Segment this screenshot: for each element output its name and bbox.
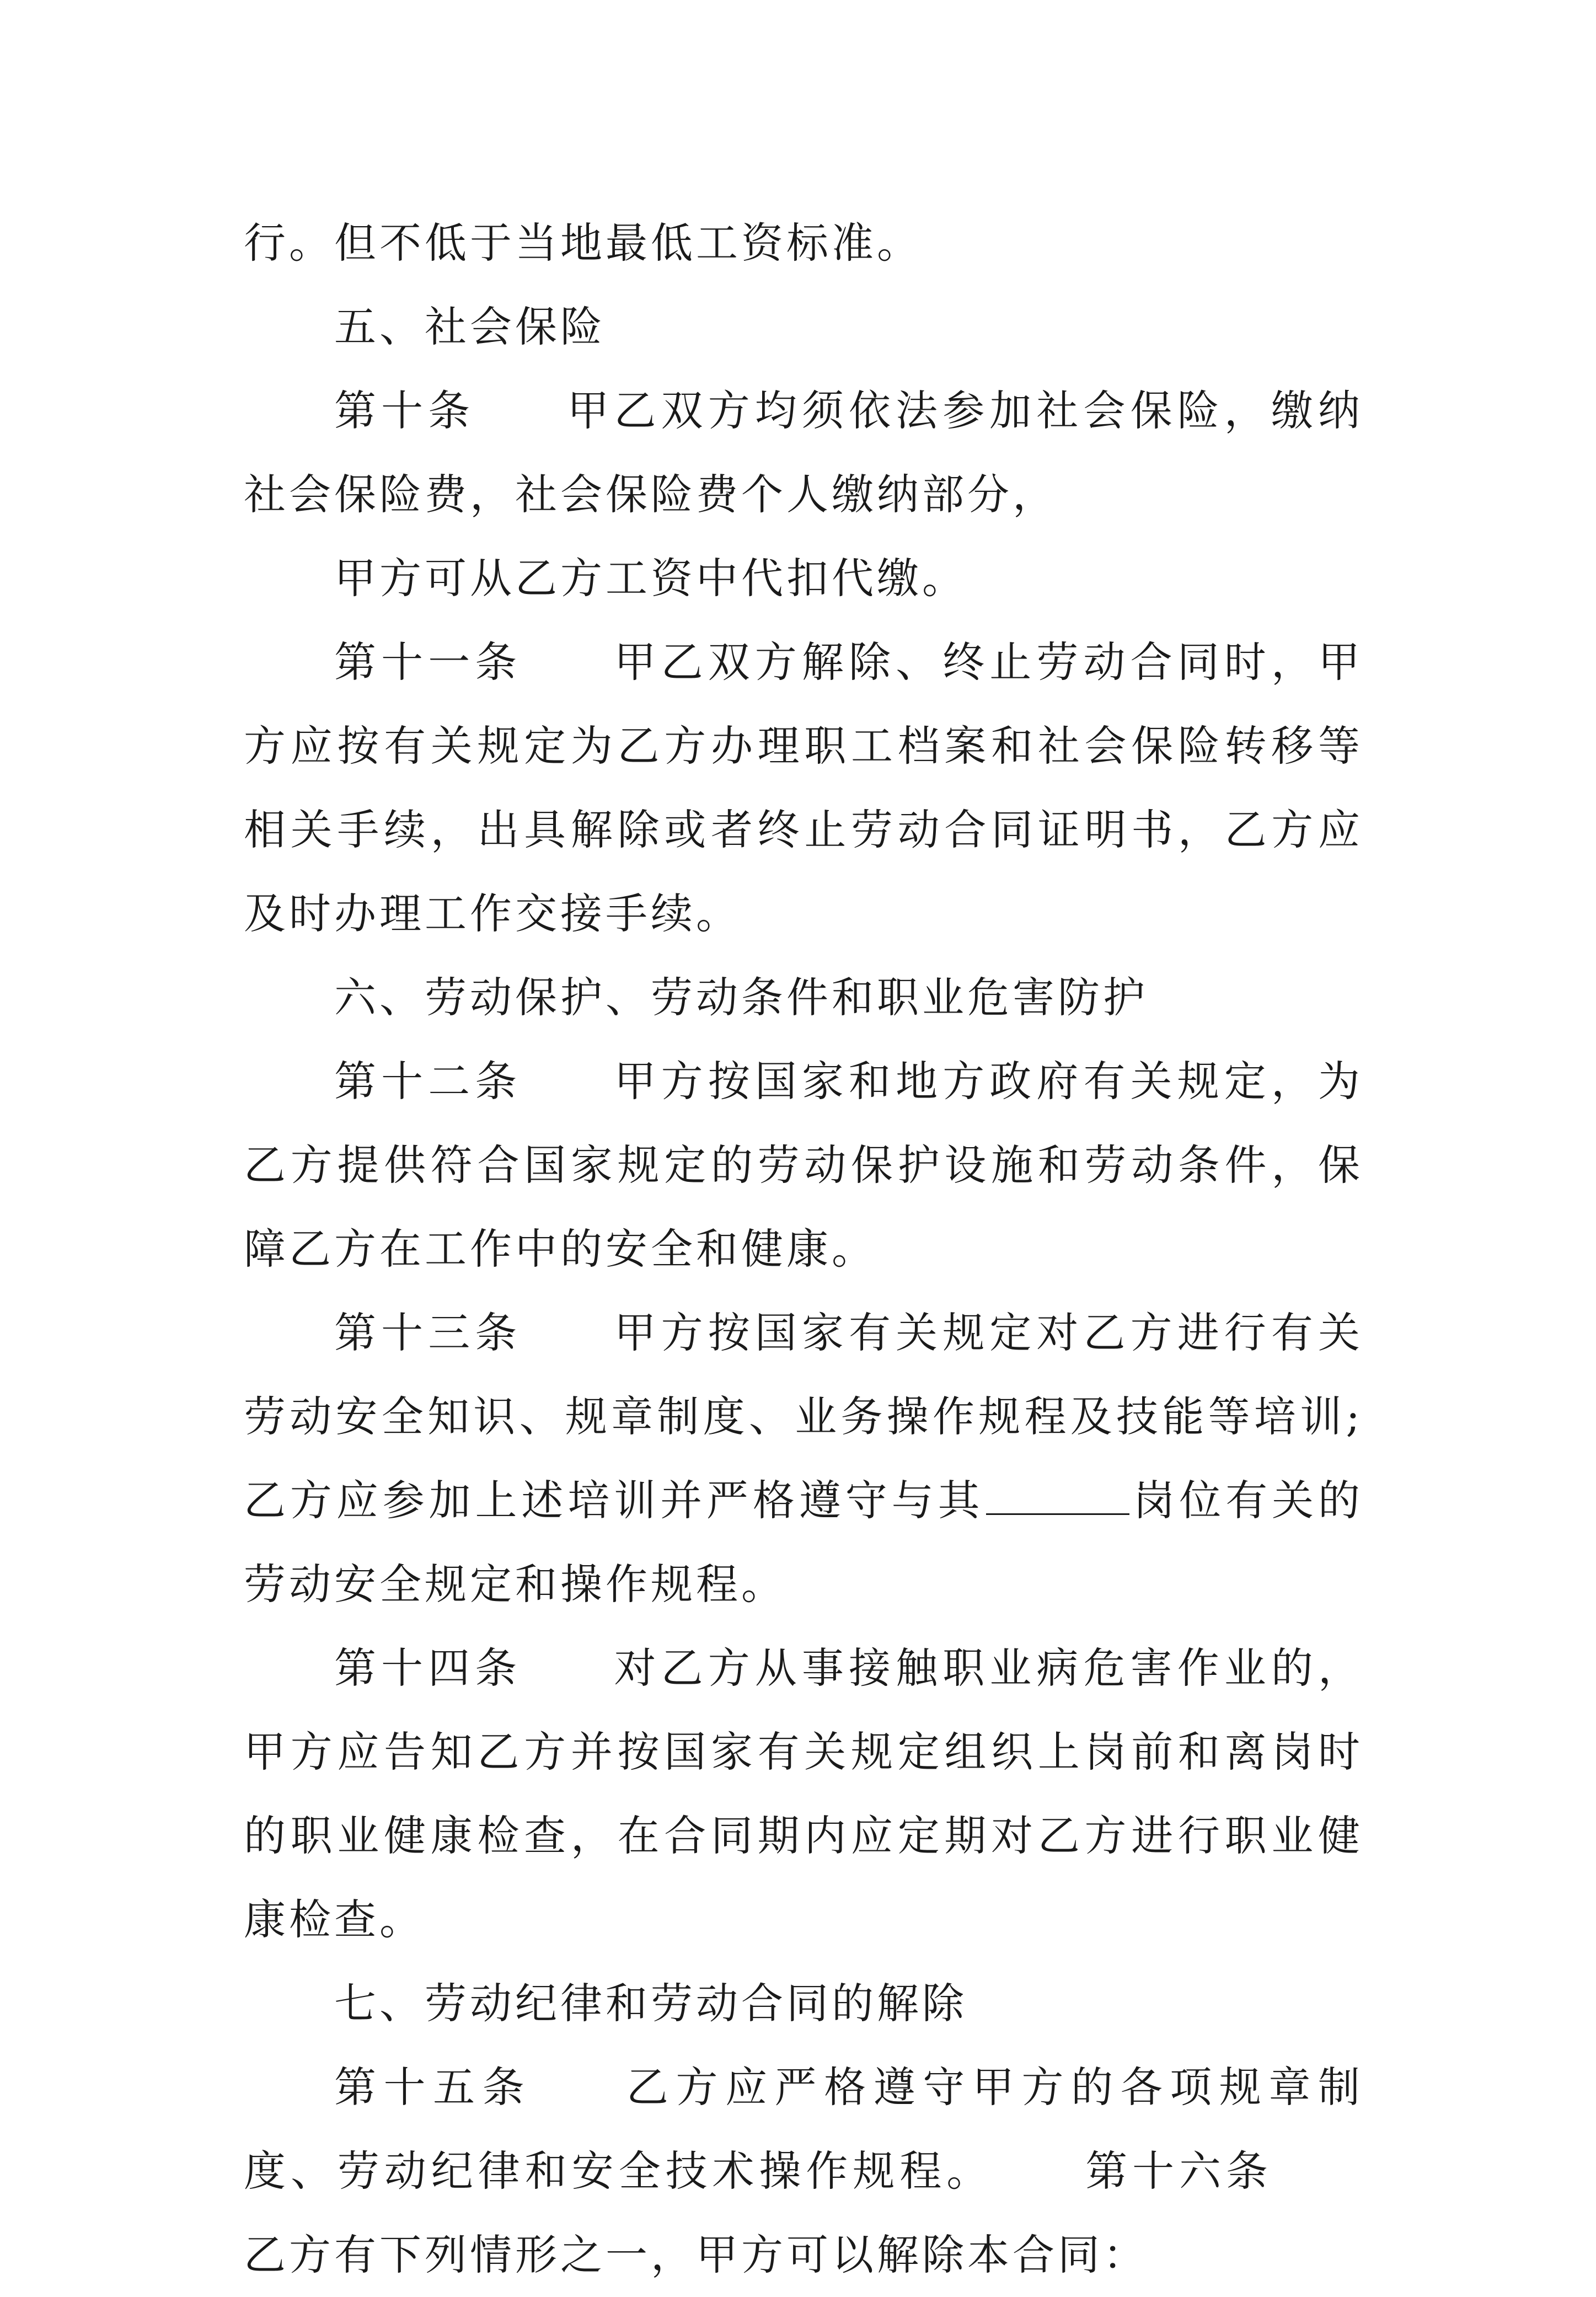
heading-text: 六、劳动保护、劳动条件和职业危害防护 (334, 973, 1148, 1022)
article-text: 对乙方从事接触职业病危害作业的，甲方应告知乙方并按国家有关规定组织上岗前和离岗时的职业健康检查，在合同期内应定期对乙方进行职业健康检查。 (244, 1643, 1364, 1944)
article-text: 甲方按国家和地方政府有关规定，为乙方提供符合国家规定的劳动保护设施和劳动条件，保障乙方在工作中的安全和健康。 (244, 1057, 1364, 1273)
article-label: 第十三条 (334, 1308, 522, 1357)
article-text: 乙方有下列情形之一，甲方可以解除本合同： (244, 2230, 1148, 2279)
article-10 (244, 369, 1363, 537)
paragraph-wage-end (244, 201, 1363, 285)
document-body (244, 201, 1363, 2297)
article-label: 第十二条 (334, 1057, 522, 1106)
heading-text: 五、社会保险 (334, 302, 606, 351)
article-label: 第十条 (334, 386, 475, 435)
heading-text: 七、劳动纪律和劳动合同的解除 (334, 1979, 967, 2028)
article-text: 岗位有关的劳动安全规定和操作规程。 (244, 1476, 1364, 1609)
article-label: 第十四条 (334, 1643, 522, 1693)
article-12 (244, 1040, 1363, 1291)
paragraph-text: 甲方可从乙方工资中代扣代缴。 (334, 554, 967, 603)
article-label: 第十五条 (334, 2063, 532, 2112)
article-text: 甲乙双方解除、终止劳动合同时，甲方应按有关规定为乙方办理职工档案和社会保险转移等相关手续，出具解除或者终止劳动合同证明书，乙方应及时办理工作交接手续。 (244, 638, 1364, 938)
article-label: 第十一条 (334, 638, 522, 687)
article-10-continuation (244, 537, 1363, 620)
fill-in-blank (986, 1480, 1129, 1515)
article-14 (244, 1626, 1363, 1962)
article-11 (244, 620, 1363, 956)
article-text: 甲乙双方均须依法参加社会保险，缴纳社会保险费，社会保险费个人缴纳部分， (244, 386, 1364, 519)
article-label: 第十六条 (1084, 2146, 1273, 2196)
article-text: 乙方应严格遵守甲方的各项规章制度、劳动纪律和安全技术操作规程。 (244, 2063, 1364, 2196)
paragraph-text: 行。但不低于当地最低工资标准。 (244, 218, 922, 267)
article-text: 甲方按国家有关规定对乙方进行有关劳动安全知识、规章制度、业务操作规程及技能等培训;乙方应参加上述培训并严格遵守与其 (244, 1308, 1364, 1525)
section-heading-discipline (244, 1962, 1363, 2046)
article-15-16 (244, 2046, 1363, 2297)
section-heading-social-insurance (244, 285, 1363, 369)
article-13 (244, 1291, 1363, 1626)
section-heading-labor-protection (244, 956, 1363, 1040)
